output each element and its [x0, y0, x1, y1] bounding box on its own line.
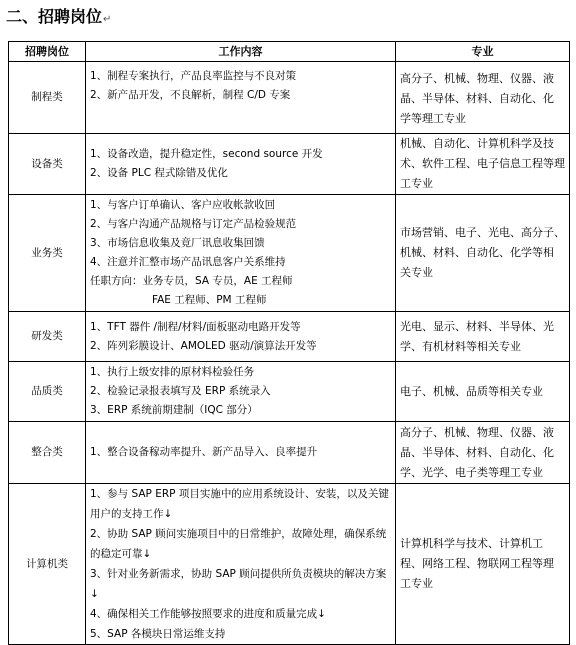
duties-cell: [86, 312, 396, 362]
duty-line: 1、整合设备稼动率提升、新产品导入、良率提升: [90, 446, 318, 458]
duty-line: 1、与客户订单确认、客户应收帐款收回: [90, 199, 276, 211]
duty-line: 2、检验记录报表填写及 ERP 系统录入: [90, 385, 271, 397]
recruitment-table: [8, 41, 570, 645]
duty-line: 2、协助 SAP 顾问实施项目中的日常维护，故障处理，确保系统的稳定可靠↓: [90, 528, 387, 560]
duties-cell: [86, 362, 396, 422]
duty-line: 1、制程专案执行，产品良率监控与不良对策: [90, 70, 297, 82]
major-cell: [396, 195, 570, 312]
major-line: 晶、半导体、材料、自动化、化: [400, 445, 554, 459]
header-position: 招聘岗位: [9, 42, 86, 62]
position-cell: 研发类: [9, 312, 86, 362]
major-line: 程、网络工程、物联网工程等理: [400, 557, 554, 570]
major-line: 工专业: [400, 177, 433, 190]
major-line: 计算机科学与技术、计算机工: [400, 537, 543, 550]
header-major: 专业: [396, 42, 570, 62]
section-heading: [6, 6, 111, 31]
duties-cell: [86, 422, 396, 484]
position-cell: 品质类: [9, 362, 86, 422]
major-line: 关专业: [400, 266, 433, 279]
duty-line: 2、新产品开发，不良解析，制程 C/D 专案: [90, 89, 291, 101]
duties-cell: [86, 62, 396, 134]
duty-line: 2、阵列彩膜设计、AMOLED 驱动/演算法开发等: [90, 339, 317, 352]
duties-cell: [86, 195, 396, 312]
table-row: [9, 484, 570, 645]
major-line: 晶、半导体、材料、自动化、化: [400, 92, 554, 105]
major-line: 高分子、机械、物理、仪器、液: [400, 72, 554, 85]
major-line: 光电、显示、材料、半导体、光: [400, 319, 554, 333]
major-line: 学、光学、电子类等理工专业: [400, 465, 543, 479]
position-cell: 设备类: [9, 134, 86, 195]
paragraph-mark: ↵: [103, 14, 112, 25]
duty-line: 2、设备 PLC 程式除错及优化: [90, 167, 228, 179]
major-line: 机械、自动化、计算机科学及技: [400, 137, 554, 150]
major-line: 电子、机械、品质等相关专业: [400, 384, 543, 398]
duty-line: 3、ERP 系统前期建制（IQC 部分）: [90, 404, 258, 416]
table-row: [9, 422, 570, 484]
header-duties: 工作内容: [86, 42, 396, 62]
major-line: 术、软件工程、电子信息工程等理: [400, 157, 565, 170]
duty-line: 1、设备改造，提升稳定性，second source 开发: [90, 148, 323, 160]
duty-line: 任职方向：业务专员，SA 专员，AE 工程师: [90, 275, 293, 287]
major-cell: [396, 422, 570, 484]
duty-line: 5、SAP 各模块日常运维支持: [90, 628, 226, 640]
duty-line: 1、执行上级安排的原材料检验任务: [90, 366, 255, 378]
duty-line: 4、确保相关工作能够按照要求的进度和质量完成↓: [90, 608, 326, 620]
duties-cell: [86, 134, 396, 195]
duty-line: 3、市场信息收集及竟厂讯息收集回馈: [90, 237, 265, 249]
duty-line: 3、针对业务新需求，协助 SAP 顾问提供所负责模块的解决方案↓: [90, 568, 387, 600]
duties-cell: [86, 484, 396, 645]
duty-line: 1、参与 SAP ERP 项目实施中的应用系统设计、安装，以及关键用户的支持工作↓: [90, 488, 389, 520]
major-line: 高分子、机械、物理、仪器、液: [400, 425, 554, 439]
major-line: 学、有机材料等相关专业: [400, 339, 521, 353]
position-cell: 计算机类: [9, 484, 86, 645]
table-row: [9, 312, 570, 362]
duty-line: 1、TFT 器件 /制程/材料/面板驱动电路开发等: [90, 320, 301, 333]
section-heading-text: 二、招聘岗位: [6, 7, 103, 26]
duty-line: FAE 工程师、PM 工程师: [152, 294, 267, 306]
position-cell: 业务类: [9, 195, 86, 312]
major-line: 工专业: [400, 577, 433, 590]
table-row: [9, 134, 570, 195]
table-row: [9, 362, 570, 422]
major-line: 机械、材料、自动化、化学等相: [400, 246, 554, 259]
major-cell: [396, 362, 570, 422]
major-cell: [396, 484, 570, 645]
position-cell: 整合类: [9, 422, 86, 484]
major-line: 市场营销、电子、光电、高分子、: [400, 226, 565, 239]
table-header-row: [9, 42, 570, 62]
major-cell: [396, 62, 570, 134]
major-line: 学等理工专业: [400, 112, 466, 125]
duty-line: 4、注意并汇整市场产品讯息客户关系维持: [90, 256, 286, 268]
table-row: [9, 195, 570, 312]
major-cell: [396, 134, 570, 195]
position-cell: 制程类: [9, 62, 86, 134]
table-row: [9, 62, 570, 134]
major-cell: [396, 312, 570, 362]
duty-line: 2、与客户沟通产品规格与订定产品检验规范: [90, 218, 297, 230]
